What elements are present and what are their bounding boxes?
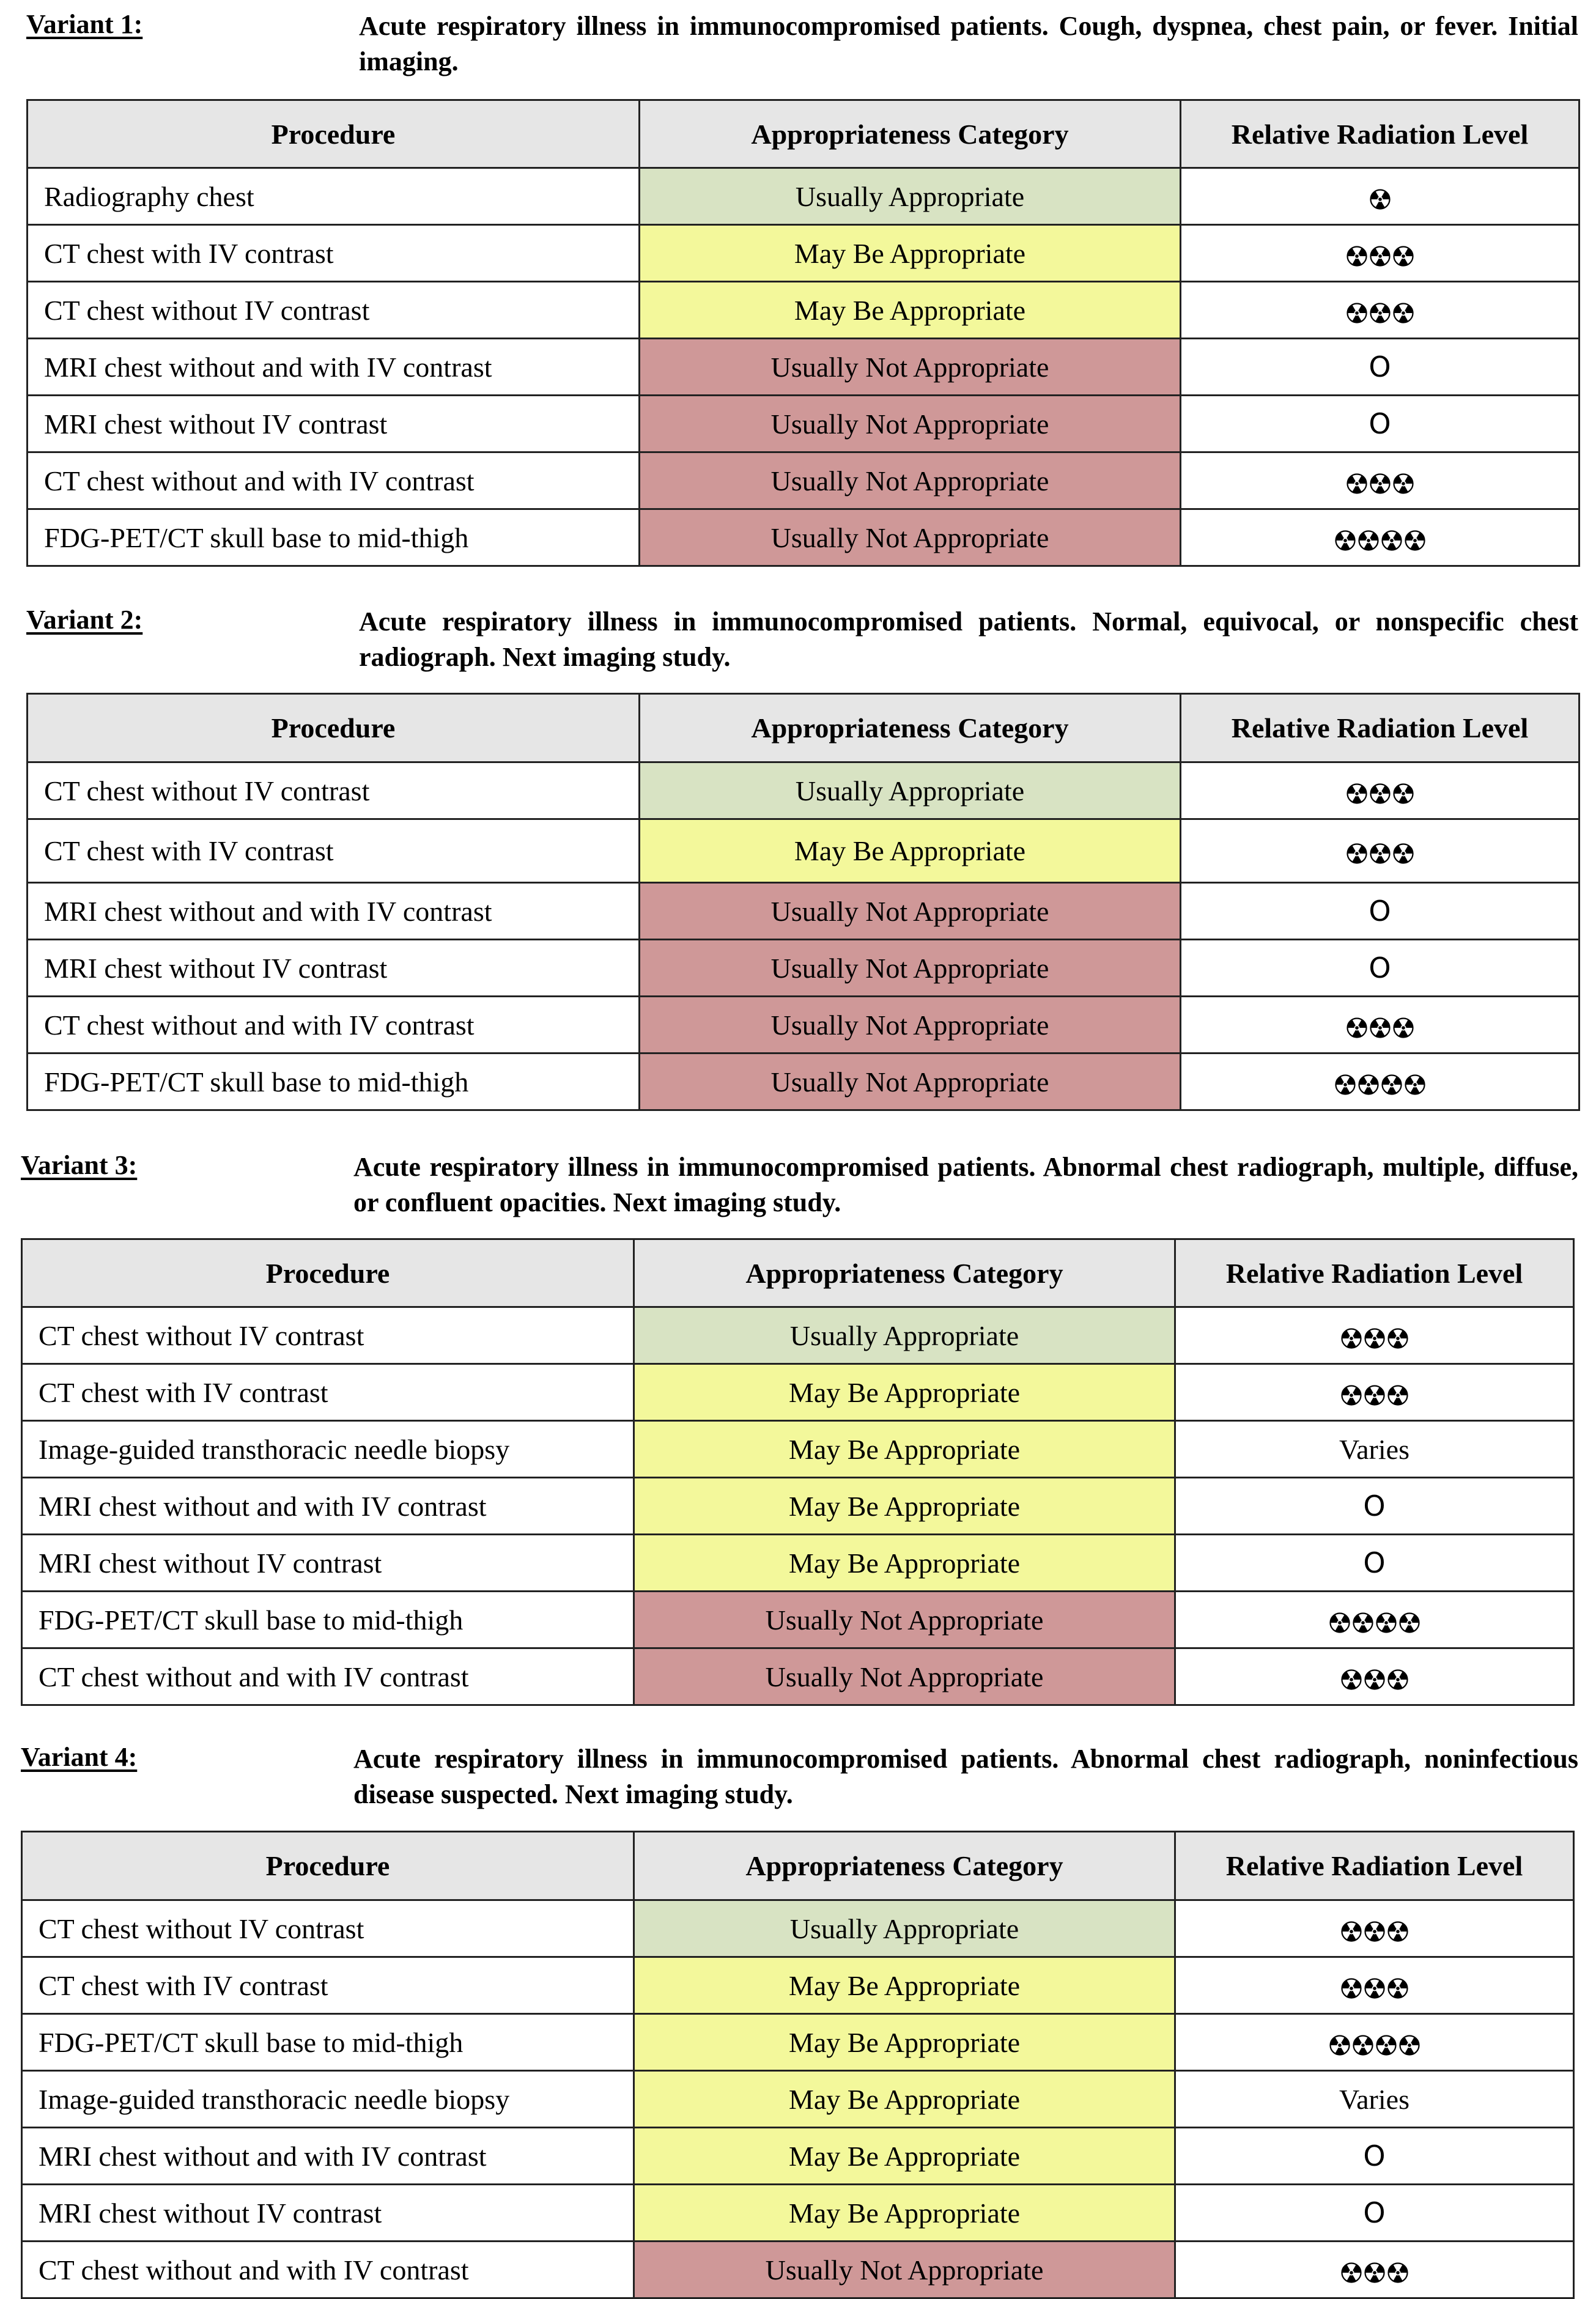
radiation-level-cell xyxy=(1181,883,1579,940)
radiation-icon xyxy=(1370,246,1391,267)
column-header-category: Appropriateness Category xyxy=(634,1832,1175,1900)
appropriateness-table xyxy=(26,693,1580,1111)
radiation-level-cell xyxy=(1175,1592,1574,1648)
radiation-icon xyxy=(1399,1612,1420,1633)
variant-label: Variant 3: xyxy=(21,1150,138,1180)
radiation-icon xyxy=(1393,1017,1414,1038)
table-row xyxy=(28,509,1579,566)
appropriateness-cell: May Be Appropriate xyxy=(634,2185,1175,2242)
radiation-icon xyxy=(1393,783,1414,804)
radiation-icon xyxy=(1399,2035,1420,2056)
radiation-icon xyxy=(1364,2262,1385,2283)
radiation-icon xyxy=(1370,189,1391,210)
appropriateness-cell: Usually Appropriate xyxy=(640,168,1181,225)
table-row xyxy=(22,1592,1574,1648)
variant-label: Variant 1: xyxy=(26,9,143,39)
table-row xyxy=(22,1307,1574,1364)
column-header-procedure: Procedure xyxy=(28,694,640,762)
radiation-icon xyxy=(1329,2035,1350,2056)
no-radiation-mark: O xyxy=(1363,2196,1386,2229)
procedure-cell: MRI chest without and with IV contrast xyxy=(28,339,640,396)
no-radiation-mark: O xyxy=(1363,1546,1386,1579)
appropriateness-cell: Usually Appropriate xyxy=(634,1307,1175,1364)
appropriateness-cell: Usually Not Appropriate xyxy=(640,1054,1181,1110)
radiation-icons xyxy=(1335,530,1425,551)
appropriateness-cell: Usually Not Appropriate xyxy=(640,940,1181,997)
radiation-icon xyxy=(1381,530,1402,551)
procedure-cell: CT chest without IV contrast xyxy=(28,762,640,819)
appropriateness-cell: Usually Not Appropriate xyxy=(640,452,1181,509)
appropriateness-cell: Usually Not Appropriate xyxy=(640,997,1181,1054)
procedure-cell: MRI chest without IV contrast xyxy=(28,396,640,452)
column-header-radiation: Relative Radiation Level xyxy=(1175,1239,1574,1307)
column-header-radiation: Relative Radiation Level xyxy=(1175,1832,1574,1900)
radiation-icon xyxy=(1347,246,1367,267)
procedure-cell: FDG-PET/CT skull base to mid-thigh xyxy=(22,2014,634,2071)
appropriateness-cell: Usually Not Appropriate xyxy=(634,2242,1175,2298)
appropriateness-cell: May Be Appropriate xyxy=(640,282,1181,339)
table-row xyxy=(28,396,1579,452)
radiation-icon xyxy=(1393,303,1414,323)
radiation-icon xyxy=(1341,1385,1362,1406)
radiation-icon xyxy=(1364,1385,1385,1406)
radiation-icons xyxy=(1341,2262,1408,2283)
table-row xyxy=(28,997,1579,1054)
procedure-cell: CT chest with IV contrast xyxy=(28,225,640,282)
procedure-cell: CT chest without IV contrast xyxy=(22,1307,634,1364)
appropriateness-cell: May Be Appropriate xyxy=(634,1535,1175,1592)
radiation-icon xyxy=(1387,1328,1408,1349)
appropriateness-cell: Usually Not Appropriate xyxy=(640,339,1181,396)
radiation-level-cell xyxy=(1181,509,1579,566)
radiation-level-cell xyxy=(1175,1307,1574,1364)
table-header-row xyxy=(22,1832,1574,1900)
table-row xyxy=(22,1648,1574,1705)
radiation-icon xyxy=(1358,530,1379,551)
no-radiation-mark: O xyxy=(1369,407,1391,440)
radiation-level-cell xyxy=(1181,396,1579,452)
radiation-icon xyxy=(1387,1385,1408,1406)
column-header-procedure: Procedure xyxy=(22,1832,634,1900)
table-row xyxy=(22,1535,1574,1592)
radiation-icons xyxy=(1347,1017,1414,1038)
procedure-cell: Image-guided transthoracic needle biopsy xyxy=(22,2071,634,2128)
variant-description: Acute respiratory illness in immunocompromised patients. Normal, equivocal, or nonspecific chest radiograph. Next imaging study. xyxy=(359,607,1578,672)
radiation-icons xyxy=(1347,473,1414,494)
appropriateness-cell: Usually Not Appropriate xyxy=(640,396,1181,452)
radiation-level-cell xyxy=(1181,282,1579,339)
procedure-cell: CT chest without IV contrast xyxy=(22,1900,634,1957)
radiation-icon xyxy=(1347,303,1367,323)
radiation-icon xyxy=(1341,1921,1362,1942)
table-row xyxy=(22,1900,1574,1957)
radiation-icons xyxy=(1341,1669,1408,1690)
radiation-level-cell xyxy=(1175,2014,1574,2071)
radiation-level-cell xyxy=(1181,452,1579,509)
radiation-icon xyxy=(1347,473,1367,494)
radiation-icons xyxy=(1370,189,1391,210)
no-radiation-mark: O xyxy=(1369,951,1391,984)
procedure-cell: Radiography chest xyxy=(28,168,640,225)
appropriateness-cell: May Be Appropriate xyxy=(634,2014,1175,2071)
procedure-cell: MRI chest without and with IV contrast xyxy=(28,883,640,940)
radiation-icons xyxy=(1347,246,1414,267)
radiation-icon xyxy=(1405,1074,1425,1095)
variant-label: Variant 4: xyxy=(21,1742,138,1772)
procedure-cell: FDG-PET/CT skull base to mid-thigh xyxy=(28,509,640,566)
radiation-icons xyxy=(1347,843,1414,864)
procedure-cell: MRI chest without IV contrast xyxy=(22,1535,634,1592)
radiation-icons xyxy=(1347,783,1414,804)
radiation-level-cell xyxy=(1175,2128,1574,2185)
radiation-icon xyxy=(1341,2262,1362,2283)
radiation-icons xyxy=(1347,303,1414,323)
radiation-level-cell xyxy=(1175,1478,1574,1535)
radiation-icons xyxy=(1329,2035,1420,2056)
procedure-cell: CT chest without and with IV contrast xyxy=(22,2242,634,2298)
radiation-icon xyxy=(1370,843,1391,864)
procedure-cell: CT chest with IV contrast xyxy=(22,1957,634,2014)
appropriateness-table xyxy=(21,1238,1575,1706)
appropriateness-cell: Usually Not Appropriate xyxy=(640,883,1181,940)
table-row xyxy=(28,883,1579,940)
radiation-icons xyxy=(1335,1074,1425,1095)
table-row xyxy=(22,2128,1574,2185)
radiation-icon xyxy=(1364,1328,1385,1349)
radiation-level-cell xyxy=(1175,1421,1574,1478)
appropriateness-cell: May Be Appropriate xyxy=(634,1957,1175,2014)
radiation-icons xyxy=(1329,1612,1420,1633)
radiation-icon xyxy=(1335,530,1356,551)
radiation-icon xyxy=(1329,1612,1350,1633)
radiation-icon xyxy=(1364,1978,1385,1999)
procedure-cell: CT chest without and with IV contrast xyxy=(28,997,640,1054)
table-row xyxy=(22,1364,1574,1421)
no-radiation-mark: O xyxy=(1363,1489,1386,1522)
column-header-radiation: Relative Radiation Level xyxy=(1181,100,1579,168)
radiation-icon xyxy=(1358,1074,1379,1095)
procedure-cell: CT chest without and with IV contrast xyxy=(28,452,640,509)
radiation-level-text: Varies xyxy=(1339,2083,1409,2115)
radiation-icons xyxy=(1341,1921,1408,1942)
table-header-row xyxy=(28,694,1579,762)
radiation-level-cell xyxy=(1181,762,1579,819)
variant-description: Acute respiratory illness in immunocompromised patients. Cough, dyspnea, chest pain, or fever. Initial imaging. xyxy=(359,11,1578,76)
radiation-level-cell xyxy=(1181,339,1579,396)
radiation-icon xyxy=(1393,473,1414,494)
appropriateness-cell: May Be Appropriate xyxy=(634,1364,1175,1421)
radiation-level-cell xyxy=(1181,940,1579,997)
table-row xyxy=(28,1054,1579,1110)
appropriateness-cell: May Be Appropriate xyxy=(640,225,1181,282)
table-row xyxy=(22,1957,1574,2014)
table-row xyxy=(28,225,1579,282)
radiation-level-cell xyxy=(1181,168,1579,225)
procedure-cell: CT chest without IV contrast xyxy=(28,282,640,339)
column-header-procedure: Procedure xyxy=(22,1239,634,1307)
procedure-cell: Image-guided transthoracic needle biopsy xyxy=(22,1421,634,1478)
table-row xyxy=(28,282,1579,339)
radiation-icon xyxy=(1376,2035,1397,2056)
radiation-icon xyxy=(1387,1921,1408,1942)
appropriateness-cell: May Be Appropriate xyxy=(634,2071,1175,2128)
radiation-icon xyxy=(1387,1669,1408,1690)
procedure-cell: MRI chest without and with IV contrast xyxy=(22,2128,634,2185)
appropriateness-cell: May Be Appropriate xyxy=(634,1421,1175,1478)
variant-label: Variant 2: xyxy=(26,605,143,635)
appropriateness-cell: Usually Appropriate xyxy=(640,762,1181,819)
radiation-icon xyxy=(1341,1978,1362,1999)
procedure-cell: MRI chest without and with IV contrast xyxy=(22,1478,634,1535)
radiation-level-cell xyxy=(1175,1957,1574,2014)
table-row xyxy=(28,168,1579,225)
radiation-icon xyxy=(1347,1017,1367,1038)
appropriateness-cell: May Be Appropriate xyxy=(634,2128,1175,2185)
radiation-level-cell xyxy=(1175,1535,1574,1592)
radiation-icon xyxy=(1381,1074,1402,1095)
no-radiation-mark: O xyxy=(1369,895,1391,928)
radiation-level-cell xyxy=(1181,1054,1579,1110)
procedure-cell: MRI chest without IV contrast xyxy=(22,2185,634,2242)
table-row xyxy=(22,2014,1574,2071)
radiation-icon xyxy=(1387,1978,1408,1999)
radiation-level-cell xyxy=(1175,2242,1574,2298)
radiation-level-cell xyxy=(1181,997,1579,1054)
column-header-category: Appropriateness Category xyxy=(640,100,1181,168)
appropriateness-cell: May Be Appropriate xyxy=(634,1478,1175,1535)
radiation-icon xyxy=(1370,1017,1391,1038)
procedure-cell: CT chest with IV contrast xyxy=(22,1364,634,1421)
appropriateness-cell: Usually Not Appropriate xyxy=(634,1592,1175,1648)
radiation-icon xyxy=(1370,783,1391,804)
appropriateness-cell: Usually Appropriate xyxy=(634,1900,1175,1957)
radiation-icon xyxy=(1341,1328,1362,1349)
appropriateness-cell: Usually Not Appropriate xyxy=(634,1648,1175,1705)
no-radiation-mark: O xyxy=(1369,350,1391,383)
radiation-level-cell xyxy=(1181,225,1579,282)
radiation-icon xyxy=(1370,473,1391,494)
radiation-icon xyxy=(1364,1669,1385,1690)
table-row xyxy=(28,819,1579,883)
radiation-level-cell xyxy=(1181,819,1579,883)
table-row xyxy=(22,2242,1574,2298)
radiation-icon xyxy=(1341,1669,1362,1690)
table-row xyxy=(22,2185,1574,2242)
table-row xyxy=(22,1478,1574,1535)
radiation-level-cell xyxy=(1175,1648,1574,1705)
radiation-level-cell xyxy=(1175,2071,1574,2128)
table-row xyxy=(28,339,1579,396)
table-row xyxy=(28,940,1579,997)
radiation-level-text: Varies xyxy=(1339,1433,1409,1465)
variant-description: Acute respiratory illness in immunocompromised patients. Abnormal chest radiograph, noninfectious disease suspected. Next imaging study. xyxy=(353,1744,1578,1809)
radiation-level-cell xyxy=(1175,1364,1574,1421)
radiation-icon xyxy=(1347,783,1367,804)
procedure-cell: CT chest with IV contrast xyxy=(28,819,640,883)
table-header-row xyxy=(28,100,1579,168)
table-header-row xyxy=(22,1239,1574,1307)
radiation-icon xyxy=(1370,303,1391,323)
radiation-icon xyxy=(1353,2035,1373,2056)
no-radiation-mark: O xyxy=(1363,2139,1386,2172)
procedure-cell: CT chest without and with IV contrast xyxy=(22,1648,634,1705)
radiation-icon xyxy=(1335,1074,1356,1095)
table-row xyxy=(28,452,1579,509)
radiation-icon xyxy=(1387,2262,1408,2283)
appropriateness-cell: Usually Not Appropriate xyxy=(640,509,1181,566)
radiation-level-cell xyxy=(1175,1900,1574,1957)
radiation-icon xyxy=(1364,1921,1385,1942)
table-row xyxy=(22,2071,1574,2128)
column-header-category: Appropriateness Category xyxy=(634,1239,1175,1307)
radiation-icon xyxy=(1393,246,1414,267)
table-row xyxy=(28,762,1579,819)
radiation-icon xyxy=(1353,1612,1373,1633)
radiation-level-cell xyxy=(1175,2185,1574,2242)
procedure-cell: FDG-PET/CT skull base to mid-thigh xyxy=(28,1054,640,1110)
procedure-cell: MRI chest without IV contrast xyxy=(28,940,640,997)
radiation-icons xyxy=(1341,1978,1408,1999)
appropriateness-table xyxy=(21,1831,1575,2299)
radiation-icon xyxy=(1405,530,1425,551)
table-row xyxy=(22,1421,1574,1478)
column-header-category: Appropriateness Category xyxy=(640,694,1181,762)
procedure-cell: FDG-PET/CT skull base to mid-thigh xyxy=(22,1592,634,1648)
appropriateness-cell: May Be Appropriate xyxy=(640,819,1181,883)
radiation-icon xyxy=(1347,843,1367,864)
radiation-icons xyxy=(1341,1328,1408,1349)
radiation-icons xyxy=(1341,1385,1408,1406)
column-header-radiation: Relative Radiation Level xyxy=(1181,694,1579,762)
appropriateness-table xyxy=(26,99,1580,567)
radiation-icon xyxy=(1393,843,1414,864)
column-header-procedure: Procedure xyxy=(28,100,640,168)
radiation-icon xyxy=(1376,1612,1397,1633)
variant-description: Acute respiratory illness in immunocompromised patients. Abnormal chest radiograph, multiple, diffuse, or confluent opacities. Next imaging study. xyxy=(353,1152,1578,1217)
